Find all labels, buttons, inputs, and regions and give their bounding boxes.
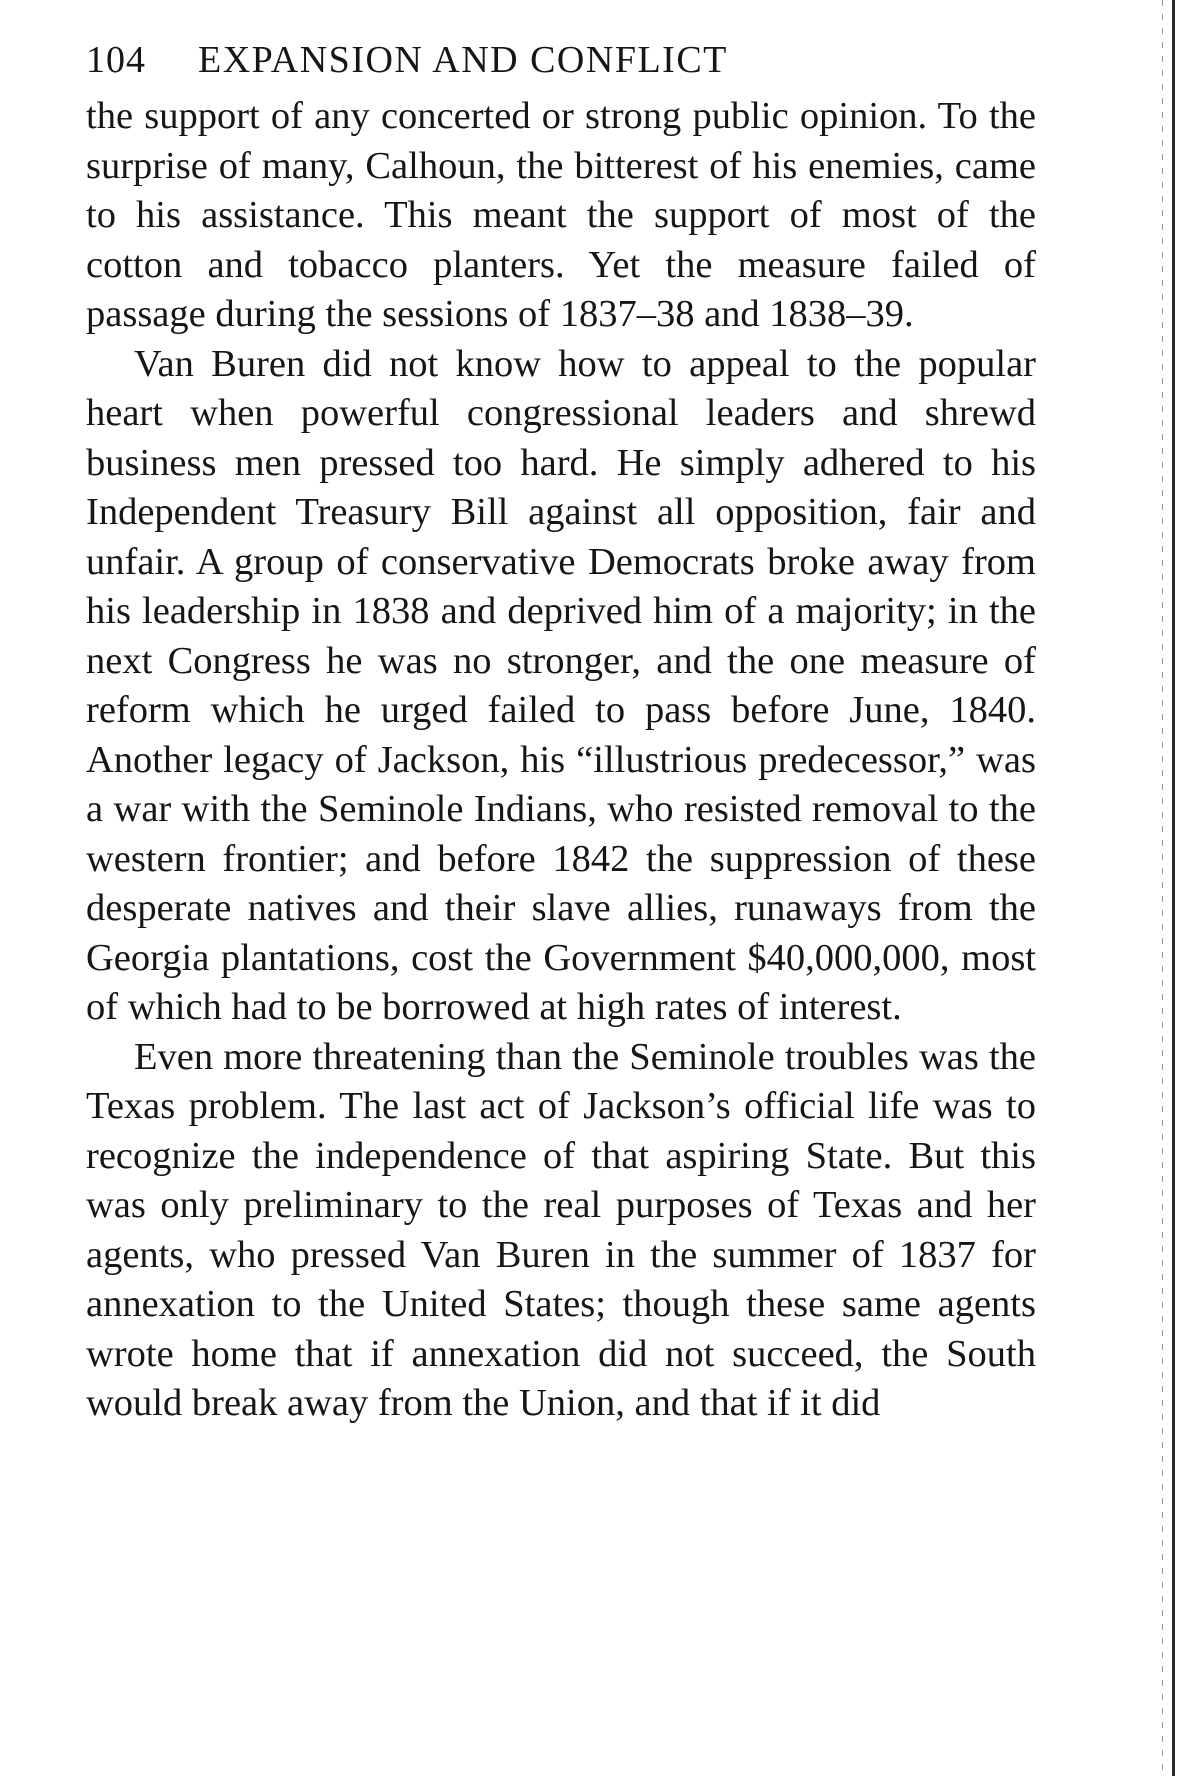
- binding-edge-rule: [1172, 0, 1175, 1776]
- body-text: [86, 92, 1036, 1429]
- paragraph-2: Van Buren did not know how to appeal to the popular heart when powerful congressional leaders and shrewd business men pressed too hard. He simply adhered to his Independent Treasury Bill against all opposition, fair and unfair. A group of conservative Democrats broke away from his leadership in 1838 and deprived him of a majority; in the next Congress he was no stronger, and the one measure of reform which he urged failed to pass before June, 1840. Another legacy of Jackson, his “illustrious predecessor,” was a war with the Seminole Indians, who resisted removal to the western frontier; and before 1842 the suppression of these desperate natives and their slave allies, runaways from the Georgia plantations, cost the Government $40,000,000, most of which had to be borrowed at high rates of interest.: [86, 342, 1036, 1028]
- paragraph-1: the support of any concerted or strong public opinion. To the surprise of many, Calhoun, the bitterest of his enemies, came to his assistance. This meant the support of most of the cotton and tobacco planters. Yet the measure failed of passage during the sessions of 1837–38 and 1838–39.: [86, 95, 1036, 335]
- paragraph-3: Even more threatening than the Seminole troubles was the Texas problem. The last act of Jackson’s official life was to recognize the independence of that aspiring State. But this was only preliminary to the real purposes of Texas and her agents, who pressed Van Buren in the summer of 1837 for annexation to the United States; though these same agents wrote home that if annexation did not succeed, the South would break away from the Union, and that if it did: [86, 1035, 1036, 1424]
- running-head: EXPANSION AND CONFLICT: [198, 39, 728, 81]
- book-page: [86, 38, 1036, 1429]
- page-edge-shadow: [1162, 0, 1163, 1776]
- page-header: [86, 38, 1036, 82]
- page-number: 104: [86, 39, 146, 81]
